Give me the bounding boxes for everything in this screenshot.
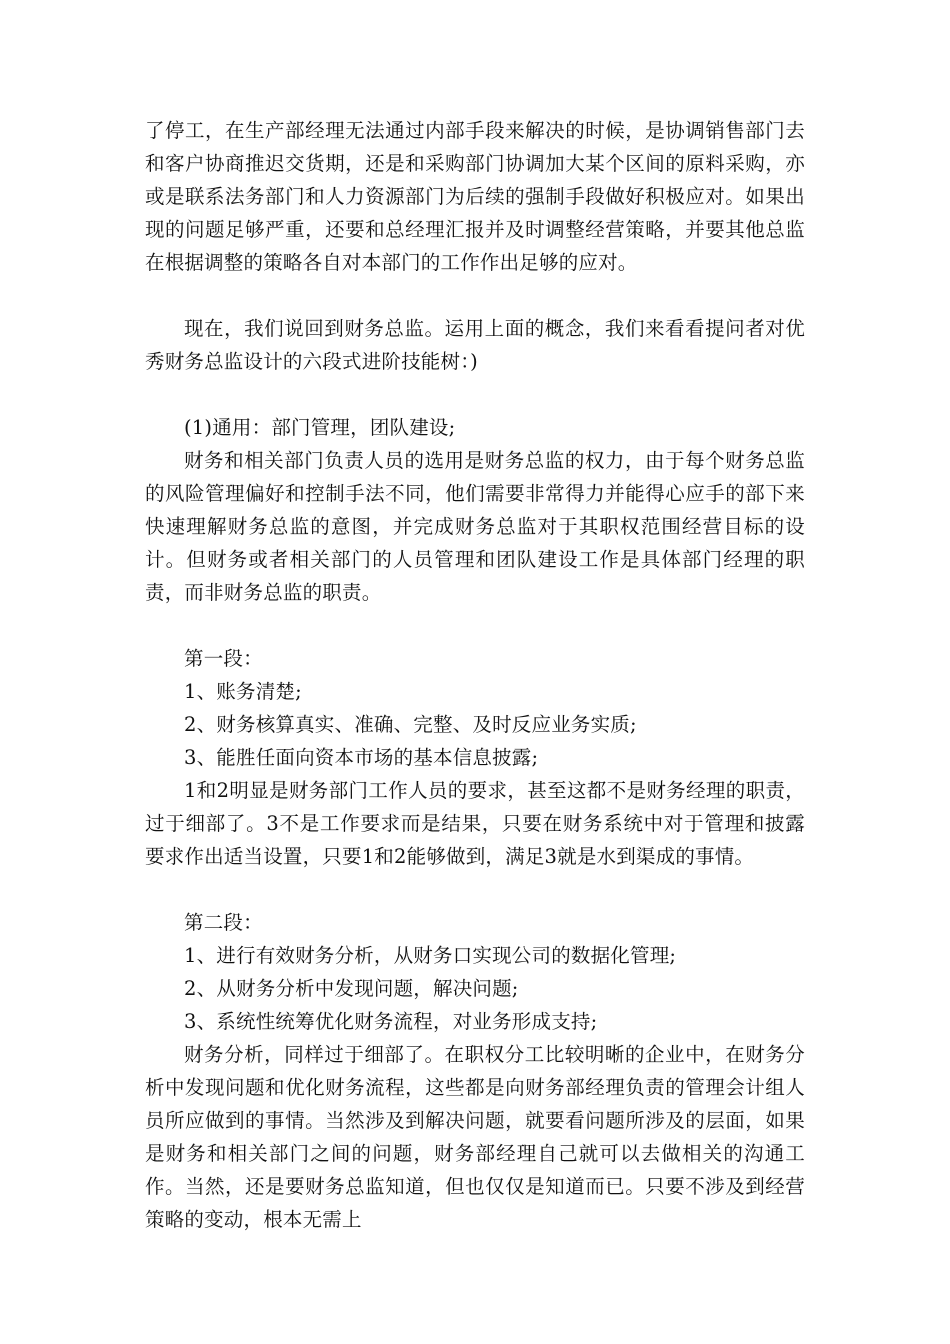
section-heading-stage-two: 第二段： [184, 911, 263, 934]
list-item: 1、账务清楚; [184, 680, 302, 703]
section-heading-general: (1)通用：部门管理，团队建设; [184, 416, 456, 439]
document-page [145, 114, 805, 1236]
paragraph-stage-two-comment: 财务分析，同样过于细部了。在职权分工比较明晰的企业中，在财务分析中发现问题和优化财务流程，这些都是向财务部经理负责的管理会计组人员所应做到的事情。当然涉及到解决问题，就要看问题所涉及的层面，如果是财务和相关部门之间的问题，财务部经理自己就可以去做相关的沟通工作。当然，还是要财务总监知道，但也仅仅是知道而已。只要不涉及到经营策略的变动，根本无需上 [145, 1043, 805, 1231]
list-item: 3、能胜任面向资本市场的基本信息披露; [184, 746, 539, 769]
paragraph-stage-one-comment: 1和2明显是财务部门工作人员的要求，甚至这都不是财务经理的职责，过于细部了。3不是工作要求而是结果，只要在财务系统中对于管理和披露要求作出适当设置，只要1和2能够做到，满足3就是水到渠成的事情。 [145, 779, 805, 868]
list-item: 2、财务核算真实、准确、完整、及时反应业务实质; [184, 713, 637, 736]
list-item: 2、从财务分析中发现问题，解决问题; [184, 977, 519, 1000]
paragraph-continuation: 了停工，在生产部经理无法通过内部手段来解决的时候，是协调销售部门去和客户协商推迟交货期，还是和采购部门协调加大某个区间的原料采购，亦或是联系法务部门和人力资源部门为后续的强制手段做好积极应对。如果出现的问题足够严重，还要和总经理汇报并及时调整经营策略，并要其他总监在根据调整的策略各自对本部门的工作作出足够的应对。 [145, 119, 805, 274]
list-item: 3、系统性统筹优化财务流程，对业务形成支持; [184, 1010, 598, 1033]
list-item: 1、进行有效财务分析，从财务口实现公司的数据化管理; [184, 944, 677, 967]
paragraph-general: 财务和相关部门负责人员的选用是财务总监的权力，由于每个财务总监的风险管理偏好和控制手法不同，他们需要非常得力并能得心应手的部下来快速理解财务总监的意图，并完成财务总监对于其职权范围经营目标的设计。但财务或者相关部门的人员管理和团队建设工作是具体部门经理的职责，而非财务总监的职责。 [145, 449, 805, 604]
section-heading-stage-one: 第一段： [184, 647, 263, 670]
paragraph-intro: 现在，我们说回到财务总监。运用上面的概念，我们来看看提问者对优秀财务总监设计的六段式进阶技能树：) [145, 317, 805, 373]
